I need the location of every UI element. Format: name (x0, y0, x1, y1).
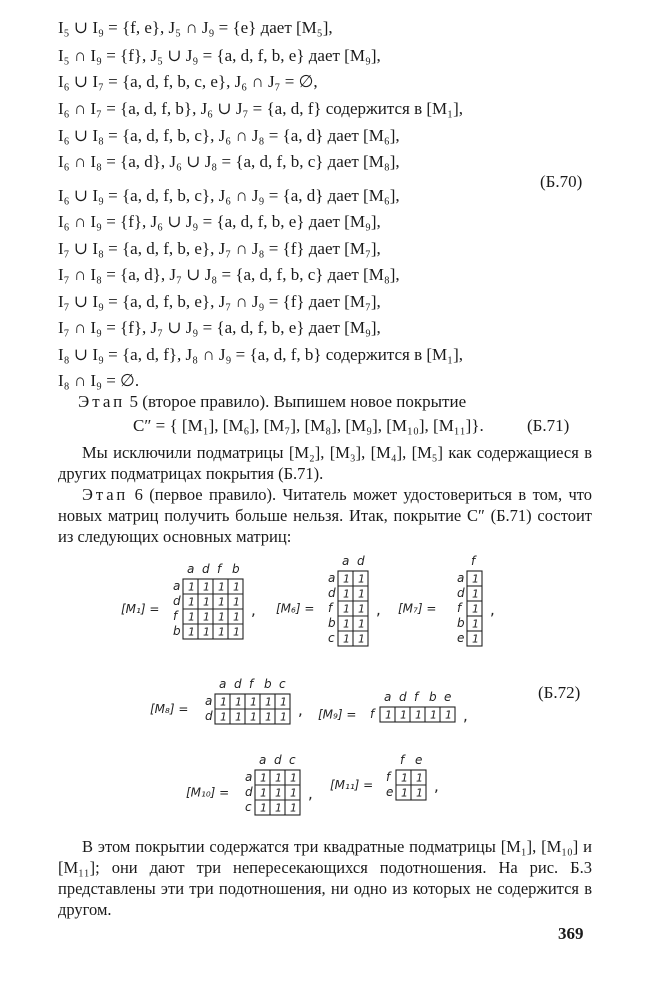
cell-mark: 1 (218, 625, 225, 639)
cell-mark: 1 (343, 572, 350, 586)
matrix-2 (398, 554, 495, 646)
cell-mark: 1 (472, 632, 479, 646)
equation-number-b70: (Б.70) (540, 172, 583, 191)
column-label: d (274, 753, 282, 767)
matrix-0 (121, 562, 256, 639)
cell-mark: 1 (233, 595, 240, 609)
matrix-name: [M₁₁] = (330, 778, 374, 792)
row-label: f (386, 770, 391, 784)
cell-mark: 1 (358, 587, 365, 601)
column-label: c (279, 677, 286, 691)
cell-mark: 1 (233, 580, 240, 594)
stage-5-line (78, 392, 466, 412)
column-label: a (219, 677, 227, 691)
row-label: b (173, 624, 181, 638)
paragraph-excluded-text: Мы исключили подматрицы [M₂], [M₃], [M₄], [M₅] как содержащиеся в других подматрицах покрытия (Б.71). (58, 443, 592, 483)
set-line: I₈ ∪ I₉ = {a, d, f}, J₈ ∩ J₉ = {a, d, f, b} содержится в [M₁], (58, 345, 463, 364)
cell-mark: 1 (260, 801, 267, 815)
cell-mark: 1 (290, 801, 297, 815)
set-line: I₆ ∩ I₈ = {a, d}, J₆ ∪ J₈ = {a, d, f, b, c} дает [M₈], (58, 152, 400, 171)
cell-mark: 1 (358, 617, 365, 631)
cell-mark: 1 (343, 617, 350, 631)
cell-mark: 1 (203, 595, 210, 609)
set-line: I₅ ∪ I₉ = {f, e}, J₅ ∩ J₉ = {e} дает [M₅], (58, 18, 333, 37)
cell-mark: 1 (358, 572, 365, 586)
matrix-name: [M₉] = (318, 707, 357, 722)
cell-mark: 1 (220, 695, 227, 709)
column-label: d (202, 562, 210, 576)
row-label: a (205, 694, 213, 708)
cell-mark: 1 (235, 695, 242, 709)
cell-mark: 1 (290, 771, 297, 785)
set-line: I₅ ∩ I₉ = {f}, J₅ ∪ J₉ = {a, d, f, b, e} дает [M₉], (58, 46, 381, 65)
set-line: I₆ ∩ I₉ = {f}, J₆ ∪ J₉ = {a, d, f, b, e} дает [M₉], (58, 212, 381, 231)
cell-mark: 1 (343, 602, 350, 616)
row-label: f (328, 601, 333, 615)
cell-mark: 1 (400, 708, 407, 722)
cell-mark: 1 (472, 602, 479, 616)
paragraph-final-text: В этом покрытии содержатся три квадратные подматрицы [M₁], [M₁₀] и [M₁₁]; они дают три непересекающихся подотношения. На рис. Б.3 представлены эти три подотношения, ни одно из которых не содержится в другом. (58, 837, 592, 919)
row-label: b (457, 616, 465, 630)
column-label: b (232, 562, 240, 576)
row-label: e (386, 785, 394, 799)
cell-mark: 1 (275, 771, 282, 785)
column-label: f (414, 690, 419, 704)
column-label: b (264, 677, 272, 691)
column-label: a (259, 753, 267, 767)
matrix-separator: , (308, 784, 313, 803)
cell-mark: 1 (280, 710, 287, 724)
row-label: a (245, 770, 253, 784)
cell-mark: 1 (188, 610, 195, 624)
row-label: f (173, 609, 178, 623)
column-label: f (471, 554, 476, 568)
set-line: I₆ ∪ I₇ = {a, d, f, b, c, e}, J₆ ∩ J₇ = ∅, (58, 72, 318, 91)
cell-mark: 1 (218, 610, 225, 624)
cell-mark: 1 (445, 708, 452, 722)
paragraph-excluded (58, 442, 592, 484)
column-label: d (357, 554, 365, 568)
set-line: I₆ ∪ I₈ = {a, d, f, b, c}, J₆ ∩ J₈ = {a, d} дает [M₆], (58, 126, 400, 145)
column-label: a (384, 690, 392, 704)
cell-mark: 1 (260, 786, 267, 800)
cell-mark: 1 (250, 710, 257, 724)
set-line: I₇ ∪ I₉ = {a, d, f, b, e}, J₇ ∩ J₉ = {f} дает [M₇], (58, 292, 381, 311)
equation-number-b71: (Б.71) (527, 416, 570, 435)
cell-mark: 1 (415, 708, 422, 722)
stage-6-label: Этап (82, 485, 129, 504)
cell-mark: 1 (401, 771, 408, 785)
row-label: c (328, 631, 335, 645)
cell-mark: 1 (416, 771, 423, 785)
matrix-name: [M₁] = (121, 602, 160, 616)
column-label: c (289, 753, 296, 767)
cell-mark: 1 (203, 610, 210, 624)
cover-formula: C″ = { [M₁], [M₆], [M₇], [M₈], [M₉], [M₁₀], [M₁₁]}. (133, 416, 484, 435)
row-label: c (245, 800, 252, 814)
cell-mark: 1 (343, 632, 350, 646)
paragraph-final (58, 836, 592, 920)
row-label: d (457, 586, 465, 600)
cell-mark: 1 (265, 710, 272, 724)
stage-6-text: 6 (первое правило). Читатель может удостовериться в том, что новых матриц получить больше нельзя. Итак, покрытие C″ (Б.71) состоит из следующих основных матриц: (58, 485, 592, 546)
cell-mark: 1 (401, 786, 408, 800)
column-label: a (342, 554, 350, 568)
row-label: d (328, 586, 336, 600)
row-label: d (245, 785, 253, 799)
cell-mark: 1 (280, 695, 287, 709)
column-label: f (400, 753, 405, 767)
cell-mark: 1 (275, 786, 282, 800)
row-label: f (457, 601, 462, 615)
matrix-6 (330, 753, 439, 800)
cell-mark: 1 (472, 572, 479, 586)
column-label: a (187, 562, 195, 576)
paragraph-stage-6 (58, 484, 592, 547)
row-label: a (173, 579, 181, 593)
matrix-separator: , (298, 701, 303, 719)
matrix-separator: , (376, 600, 381, 619)
set-line: I₆ ∪ I₉ = {a, d, f, b, c}, J₆ ∩ J₉ = {a, d} дает [M₆], (58, 186, 400, 205)
equation-number-b72: (Б.72) (538, 683, 581, 702)
column-label: e (444, 690, 452, 704)
cell-mark: 1 (265, 695, 272, 709)
row-label: d (173, 594, 181, 608)
column-label: f (249, 677, 254, 691)
cell-mark: 1 (260, 771, 267, 785)
cell-mark: 1 (233, 610, 240, 624)
set-line: I₈ ∩ I₉ = ∅. (58, 371, 140, 390)
cell-mark: 1 (358, 632, 365, 646)
matrix-4 (318, 690, 468, 725)
row-label: a (457, 571, 465, 585)
column-label: d (234, 677, 242, 691)
cell-mark: 1 (218, 595, 225, 609)
matrix-name: [M₈] = (150, 702, 189, 716)
matrix-name: [M₆] = (276, 601, 315, 616)
matrix-name: [M₁₀] = (186, 785, 230, 800)
cell-mark: 1 (290, 786, 297, 800)
set-line: I₇ ∩ I₈ = {a, d}, J₇ ∪ J₈ = {a, d, f, b, c} дает [M₈], (58, 265, 400, 284)
matrix-name: [M₇] = (398, 601, 437, 616)
stage-5-label: Этап (78, 392, 126, 411)
set-line: I₇ ∪ I₈ = {a, d, f, b, e}, J₇ ∩ J₈ = {f} дает [M₇], (58, 239, 381, 258)
cell-mark: 1 (220, 710, 227, 724)
cell-mark: 1 (188, 595, 195, 609)
cell-mark: 1 (343, 587, 350, 601)
row-label: d (205, 709, 213, 723)
paragraph-stage-6-text (58, 484, 592, 547)
matrix-separator: , (434, 777, 439, 795)
column-label: e (415, 753, 423, 767)
row-label: b (328, 616, 336, 630)
matrix-separator: , (490, 600, 495, 619)
cell-mark: 1 (472, 587, 479, 601)
matrix-separator: , (463, 706, 468, 725)
column-label: b (429, 690, 437, 704)
column-label: f (217, 562, 222, 576)
matrix-3 (150, 677, 303, 724)
cell-mark: 1 (203, 625, 210, 639)
row-label: a (328, 571, 336, 585)
cell-mark: 1 (233, 625, 240, 639)
cell-mark: 1 (203, 580, 210, 594)
cell-mark: 1 (416, 786, 423, 800)
cell-mark: 1 (358, 602, 365, 616)
row-label: f (370, 707, 375, 721)
cell-mark: 1 (275, 801, 282, 815)
row-label: e (457, 631, 465, 645)
cell-mark: 1 (235, 710, 242, 724)
set-line: I₆ ∩ I₇ = {a, d, f, b}, J₆ ∪ J₇ = {a, d, f} содержится в [M₁], (58, 99, 463, 118)
cell-mark: 1 (472, 617, 479, 631)
matrix-separator: , (251, 601, 256, 619)
cell-mark: 1 (218, 580, 225, 594)
cell-mark: 1 (188, 580, 195, 594)
cell-mark: 1 (430, 708, 437, 722)
cell-mark: 1 (385, 708, 392, 722)
matrix-5 (186, 753, 313, 815)
cell-mark: 1 (188, 625, 195, 639)
column-label: d (399, 690, 407, 704)
cell-mark: 1 (250, 695, 257, 709)
stage-5-text: 5 (второе правило). Выпишем новое покрытие (125, 392, 467, 411)
set-line: I₇ ∩ I₉ = {f}, J₇ ∪ J₉ = {a, d, f, b, e} дает [M₉], (58, 318, 381, 337)
page-number: 369 (558, 924, 584, 943)
matrix-1 (276, 554, 381, 646)
